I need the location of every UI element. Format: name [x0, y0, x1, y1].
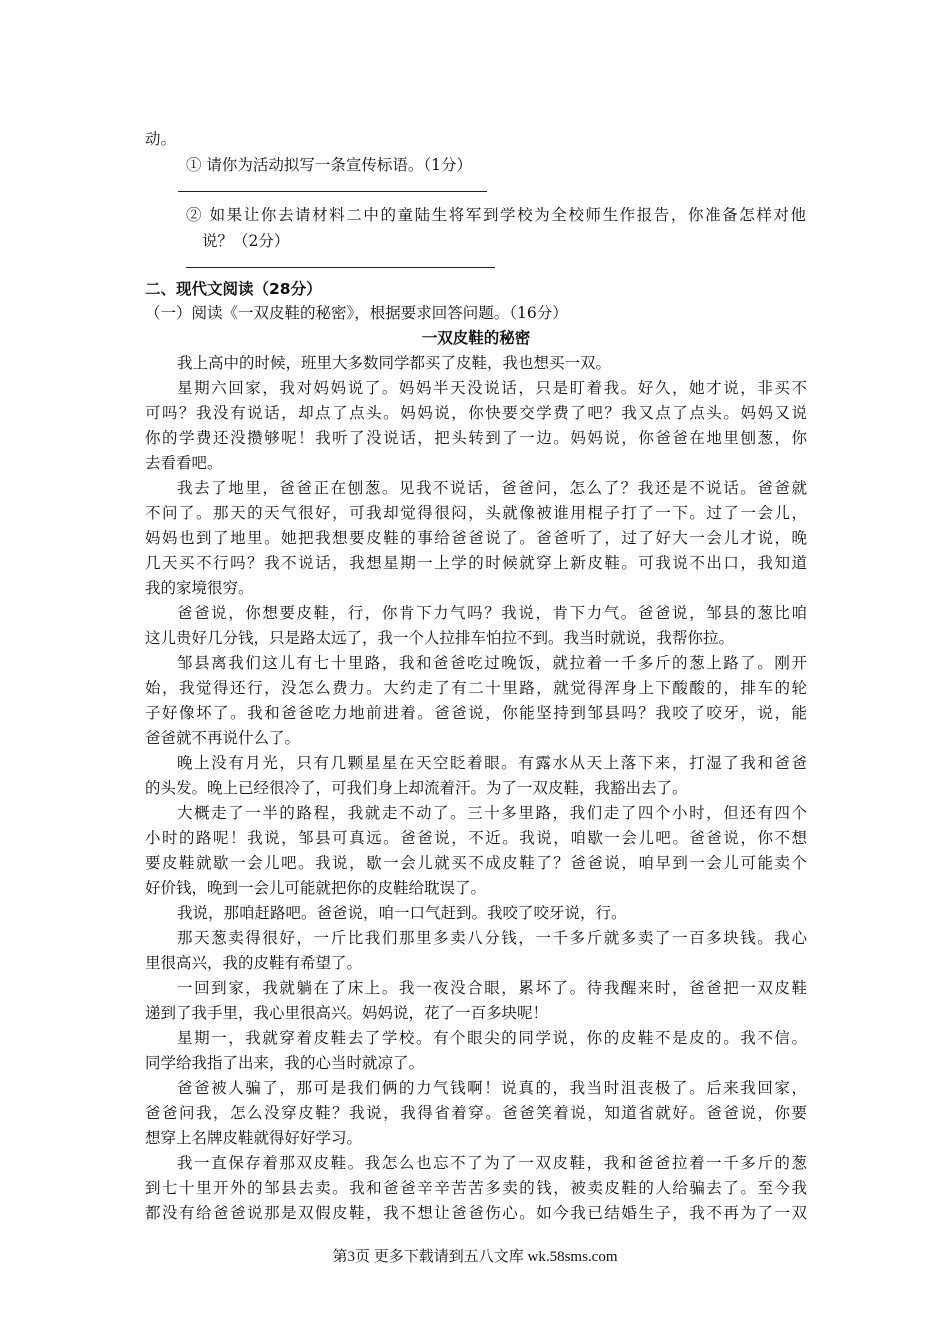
- article-line: 爸爸说，你想要皮鞋，行，你肯下力气吗？我说，肯下力气。爸爸说，邹县的葱比咱: [177, 604, 807, 622]
- article-line: 这儿贵好几分钱，只是路太远了，我一个人拉排车怕拉不到。我当时就说，我帮你拉。: [145, 629, 735, 647]
- article-line: 爸爸被人骗了，那可是我们俩的力气钱啊！说真的，我当时沮丧极了。后来我回家，: [177, 1079, 807, 1097]
- page-footer: 第3页 更多下载请到五八文库 wk.58sms.com: [332, 1249, 618, 1265]
- article-line: 我一直保存着那双皮鞋。我怎么也忘不了为了一双皮鞋，我和爸爸拉着一千多斤的葱: [177, 1154, 807, 1172]
- answer-line-2[interactable]: [186, 267, 495, 268]
- article-line: 可吗？我没有说话，却点了点头。妈妈说，你快要交学费了吧？我又点了点头。妈妈又说: [145, 404, 807, 422]
- article-line: 星期六回家，我对妈妈说了。妈妈半天没说话，只是盯着我。好久，她才说，非买不: [177, 379, 807, 397]
- question-2-cont: 说？（2分）: [202, 232, 290, 250]
- article-line: 的头发。晚上已经很冷了，可我们身上却流着汗。为了一双皮鞋，我豁出去了。: [145, 779, 688, 797]
- section-instruction: （一）阅读《一双皮鞋的秘密》，根据要求回答问题。（16分）: [145, 304, 568, 322]
- article-title: 一双皮鞋的秘密: [421, 329, 531, 347]
- article-line: 星期一，我就穿着皮鞋去了学校。有个眼尖的同学说，你的皮鞋不是皮的。我不信。: [177, 1029, 807, 1047]
- article-line: 小时的路呢！我说，邹县可真远。爸爸说，不近。我说，咱歇一会儿吧。爸爸说，你不想: [145, 829, 807, 847]
- article-line: 几天买不行吗？我不说话，我想星期一上学的时候就穿上新皮鞋。可我说不出口，我知道: [145, 554, 807, 572]
- article-line: 我的家境很穷。: [145, 579, 254, 597]
- article-line: 爸爸问我，怎么没穿皮鞋？我说，我得省着穿。爸爸笑着说，知道省就好。爸爸说，你要: [145, 1104, 807, 1122]
- article-line: 我上高中的时候，班里大多数同学都买了皮鞋，我也想买一双。: [177, 354, 612, 372]
- question-1: ① 请你为活动拟写一条宣传标语。（1分）: [186, 156, 473, 174]
- article-line: 我说，那咱赶路吧。爸爸说，咱一口气赶到。我咬了咬牙说，行。: [177, 904, 627, 922]
- article-line: 我去了地里，爸爸正在刨葱。见我不说话，爸爸问，怎么了？我还是不说话。爸爸就: [177, 479, 807, 497]
- article-line: 里很高兴，我的皮鞋有希望了。: [145, 954, 363, 972]
- article-line: 那天葱卖得很好，一斤比我们那里多卖八分钱，一千多斤就多卖了一百多块钱。我心: [177, 929, 807, 947]
- answer-line-1[interactable]: [178, 191, 487, 192]
- article-line: 不问了。那天的天气很好，可我却觉得很闷，头就像被谁用棍子打了一下。过了一会儿，: [145, 504, 807, 522]
- article-line: 好价钱，晚到一会儿可能就把你的皮鞋给耽误了。: [145, 879, 487, 897]
- question-2: ② 如果让你去请材料二中的童陆生将军到学校为全校师生作报告，你准备怎样对他: [186, 206, 806, 224]
- continued-text: 动。: [145, 130, 177, 148]
- article-line: 你的学费还没攒够呢！我听了没说话，把头转到了一边。妈妈说，你爸爸在地里刨葱，你: [145, 429, 807, 447]
- article-line: 晚上没有月光，只有几颗星星在天空眨着眼。有露水从天上落下来，打湿了我和爸爸: [177, 754, 807, 772]
- article-line: 子好像坏了。我和爸爸吃力地前进着。爸爸说，你能坚持到邹县吗？我咬了咬牙，说，能: [145, 704, 807, 722]
- article-line: 爸爸就不再说什么了。: [145, 729, 301, 747]
- article-line: 到七十里开外的邹县去卖。我和爸爸辛辛苦苦多卖的钱，被卖皮鞋的人给骗去了。至今我: [145, 1179, 807, 1197]
- article-line: 同学给我指了出来，我的心当时就凉了。: [145, 1054, 425, 1072]
- article-line: 想穿上名牌皮鞋就得好好学习。: [145, 1129, 363, 1147]
- article-line: 递到了我手里，我心里很高兴。妈妈说，花了一百多块呢！: [145, 1004, 549, 1022]
- article-line: 邹县离我们这儿有七十里路，我和爸爸吃过晚饭，就拉着一千多斤的葱上路了。刚开: [177, 654, 807, 672]
- article-line: 大概走了一半的路程，我就走不动了。三十多里路，我们走了四个小时，但还有四个: [177, 804, 807, 822]
- article-line: 始，我觉得还行，没怎么费力。大约走了有二十里路，就觉得浑身上下酸酸的，排车的轮: [145, 679, 807, 697]
- article-line: 一回到家，我就躺在了床上。我一夜没合眼，累坏了。待我醒来时，爸爸把一双皮鞋: [177, 979, 807, 997]
- article-line: 妈妈也到了地里。她把我想要皮鞋的事给爸爸说了。爸爸听了，过了好大一会儿才说，晚: [145, 529, 807, 547]
- section-heading: 二、现代文阅读（28分）: [145, 280, 322, 298]
- article-line: 都没有给爸爸说那是双假皮鞋，我不想让爸爸伤心。如今我已结婚生子，我不再为了一双: [145, 1204, 807, 1222]
- article-line: 要皮鞋就歇一会儿吧。我说，歇一会儿就买不成皮鞋了？爸爸说，咱早到一会儿可能卖个: [145, 854, 807, 872]
- article-line: 去看看吧。: [145, 454, 223, 472]
